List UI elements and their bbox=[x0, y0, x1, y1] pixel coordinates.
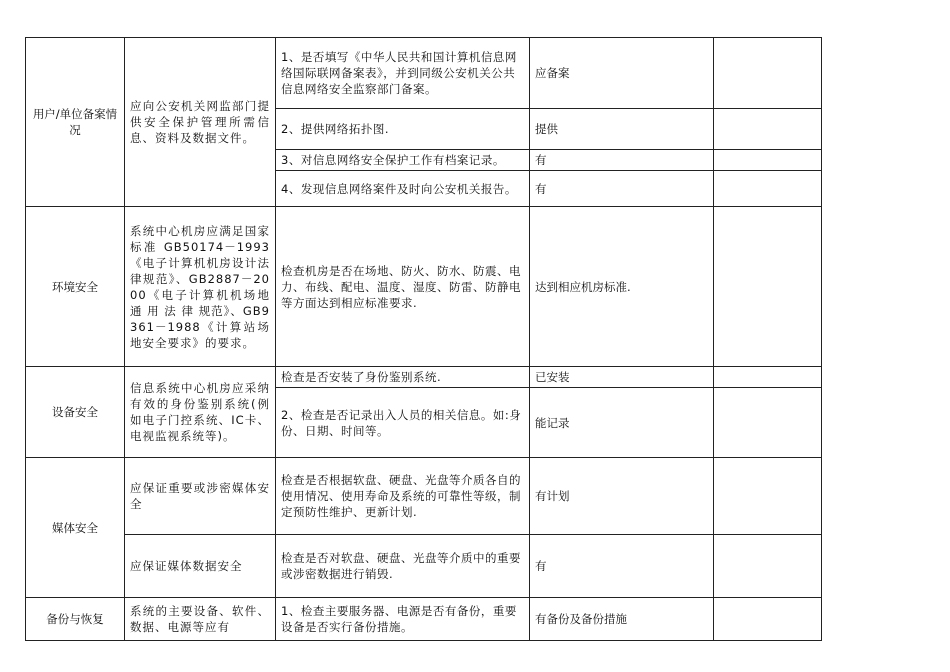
check-item-cell: 检查是否对软盘、硬盘、光盘等介质中的重要或涉密数据进行销毁. bbox=[276, 535, 530, 598]
check-item-cell: 4、发现信息网络案件及时向公安机关报告。 bbox=[276, 171, 530, 207]
result-cell: 有 bbox=[530, 535, 714, 598]
check-item-cell: 检查是否安装了身份鉴别系统. bbox=[276, 367, 530, 388]
remark-cell bbox=[714, 171, 822, 207]
remark-cell bbox=[714, 207, 822, 367]
result-cell: 有 bbox=[530, 150, 714, 171]
remark-cell bbox=[714, 109, 822, 150]
table-row bbox=[26, 367, 822, 388]
check-item-cell: 检查机房是否在场地、防火、防水、防震、电力、布线、配电、温度、湿度、防雷、防静电等方面达到相应标准要求. bbox=[276, 207, 530, 367]
check-item-cell: 2、检查是否记录出入人员的相关信息。如:身份、日期、时间等。 bbox=[276, 388, 530, 458]
requirement-cell: 信息系统中心机房应采纳有效的身份鉴别系统(例如电子门控系统、IC卡、电视监视系统等)。 bbox=[125, 367, 276, 458]
remark-cell bbox=[714, 598, 822, 641]
category-cell: 设备安全 bbox=[26, 367, 125, 458]
result-cell: 有备份及备份措施 bbox=[530, 598, 714, 641]
table-row bbox=[26, 207, 822, 367]
check-item-cell: 1、是否填写《中华人民共和国计算机信息网络国际联网备案表》，并到同级公安机关公共信息网络安全监察部门备案。 bbox=[276, 38, 530, 109]
table-row bbox=[26, 458, 822, 535]
remark-cell bbox=[714, 535, 822, 598]
result-cell: 能记录 bbox=[530, 388, 714, 458]
table-row bbox=[26, 598, 822, 641]
category-cell: 环境安全 bbox=[26, 207, 125, 367]
check-item-cell: 检查是否根据软盘、硬盘、光盘等介质各自的使用情况、使用寿命及系统的可靠性等级，制定预防性维护、更新计划. bbox=[276, 458, 530, 535]
table-row bbox=[26, 38, 822, 109]
result-cell: 达到相应机房标准. bbox=[530, 207, 714, 367]
requirement-cell: 系统中心机房应满足国家标准 GB50174－1993《电子计算机机房设计法律规范》、GB2887－2000《电子计算机机场地 通 用 法 律 规范》、GB9361－1988《计算站场地安全要求》的要求。 bbox=[125, 207, 276, 367]
check-item-cell: 1、检查主要服务器、电源是否有备份，重要设备是否实行备份措施。 bbox=[276, 598, 530, 641]
remark-cell bbox=[714, 458, 822, 535]
security-audit-table bbox=[25, 37, 822, 641]
check-item-cell: 3、对信息网络安全保护工作有档案记录。 bbox=[276, 150, 530, 171]
remark-cell bbox=[714, 388, 822, 458]
category-cell: 用户/单位备案情况 bbox=[26, 38, 125, 207]
check-item-cell: 2、提供网络拓扑图. bbox=[276, 109, 530, 150]
requirement-cell: 应向公安机关网监部门提供安全保护管理所需信息、资料及数据文件。 bbox=[125, 38, 276, 207]
remark-cell bbox=[714, 38, 822, 109]
remark-cell bbox=[714, 150, 822, 171]
category-cell: 备份与恢复 bbox=[26, 598, 125, 641]
result-cell: 应备案 bbox=[530, 38, 714, 109]
remark-cell bbox=[714, 367, 822, 388]
table-row bbox=[26, 535, 822, 598]
requirement-cell: 系统的主要设备、软件、数据、电源等应有 bbox=[125, 598, 276, 641]
category-cell: 媒体安全 bbox=[26, 458, 125, 598]
requirement-cell: 应保证媒体数据安全 bbox=[125, 535, 276, 598]
result-cell: 有 bbox=[530, 171, 714, 207]
result-cell: 已安装 bbox=[530, 367, 714, 388]
result-cell: 有计划 bbox=[530, 458, 714, 535]
result-cell: 提供 bbox=[530, 109, 714, 150]
requirement-cell: 应保证重要或涉密媒体安全 bbox=[125, 458, 276, 535]
